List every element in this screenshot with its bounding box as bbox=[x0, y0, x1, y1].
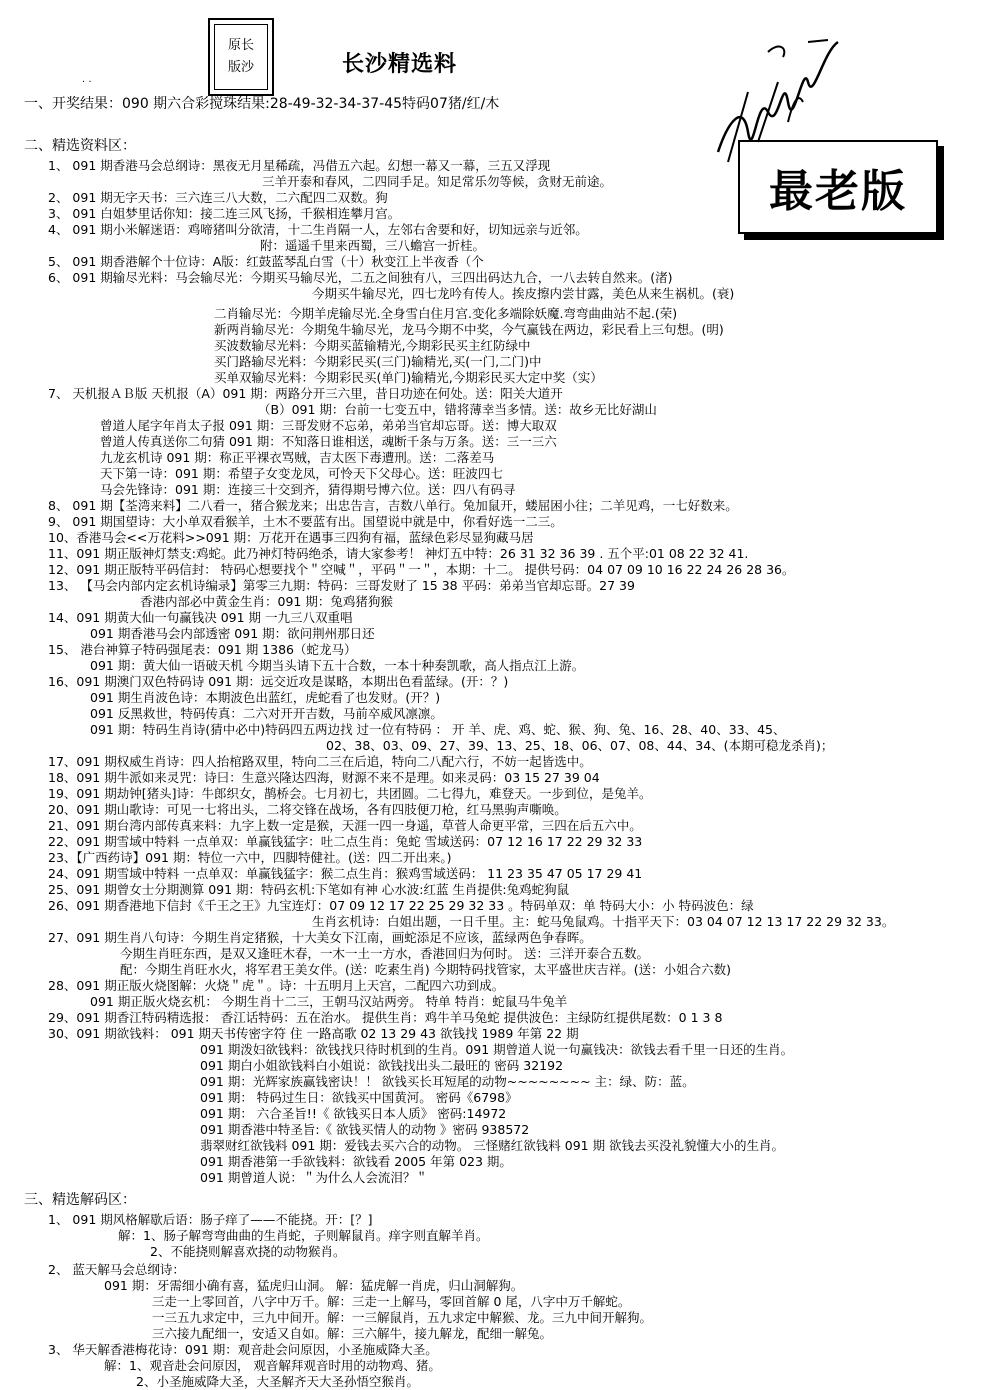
text-line: 23、【广西药诗】091 期：特位一六中，四脚特健社。(送：四二开出来。) bbox=[48, 850, 452, 865]
text-line: 12、091 期正版特平码信封： 特码心想要找个＂空喊＂，平码＂一＂，本期：十二。 提供号码：04 07 09 10 16 22 24 26 28 36。 bbox=[48, 562, 795, 577]
text-line: 新两肖输尽光：今期兔牛输尽光，龙马今期不中奖，今气赢钱在两边，彩民看上三句想。(明) bbox=[214, 322, 724, 337]
text-line: 30、091 期欲钱料： 091 期天书传密字符 住 一路高歌 02 13 29 43 欲钱找 1989 年第 22 期 bbox=[48, 1026, 579, 1041]
text-line: 13、 【马会内部内定玄机诗编录】第零三九期：特码：三哥发财了 15 38 平码：弟弟当官却忘哥。27 39 bbox=[48, 578, 635, 593]
text-line: 091 期：牙需细小确有喜，猛虎归山洞。 解：猛虎解一肖虎，归山洞解狗。 bbox=[104, 1278, 524, 1293]
text-line: 3、 华天解香港梅花诗：091 期：观音赴会问原因，小圣施威降大圣。 bbox=[48, 1342, 438, 1357]
text-line: 091 期正版火烧玄机： 今期生肖十二三，王朝马汉站两旁。 特单 特肖：蛇鼠马牛兔羊 bbox=[90, 994, 568, 1009]
text-line: 1、 091 期香港马会总纲诗：黑夜无月星稀疏，冯借五六起。幻想一幕又一幕，三五又浮现 bbox=[48, 158, 551, 173]
text-line: 2、小圣施威降大圣，大圣解齐天大圣孙悟空猴肖。 bbox=[136, 1374, 419, 1389]
text-line: 27、091 期生肖八句诗：今期生肖定猪猴，十大美女下江南，画蛇添足不应该，蓝绿两色争春晖。 bbox=[48, 930, 592, 945]
text-line: 26、091 期香港地下信封《千王之王》九宝连灯：07 09 12 17 22 25 29 32 33 。特码单双：单 特码大小：小 特码波色：绿 bbox=[48, 898, 754, 913]
text-line: 25、091 期曾女士分期测算 091 期：特码玄机:下笔如有神 心水波:红蓝 生肖提供:兔鸡蛇狗鼠 bbox=[48, 882, 570, 897]
text-line: 配：今期生肖旺水火，将军君王美女伴。(送：吃素生肖) 今期特码找管家，太平盛世庆吉祥。(送：小姐合六数) bbox=[120, 962, 731, 977]
text-line: 曾道人传真送你二句猜 091 期：不知落日谁相送，魂断千条与万条。送：三一三六 bbox=[100, 434, 557, 449]
text-line: 解：1、肠子解弯弯曲曲的生肖蛇，子则解鼠肖。痒字则直解羊肖。 bbox=[118, 1228, 489, 1243]
text-line: 4、 091 期小米解迷语：鸡啼猪叫分欲清，十二生肖隔一人，左邻右舍要和好，切知远亲与近邻。 bbox=[48, 222, 588, 237]
stamp-line-2: 版沙 bbox=[227, 60, 254, 75]
text-line: 091 期生肖波色诗：本期波色出蓝红，虎蛇看了也发财。(开？) bbox=[90, 690, 441, 705]
text-line: 二、精选资料区： bbox=[24, 138, 136, 154]
stamp-line-1: 原长 bbox=[227, 38, 254, 53]
text-line: 091 期香港中特圣旨:《 欲钱买情人的动物 》密码 938572 bbox=[200, 1122, 530, 1137]
text-line: 28、091 期正版火烧图解：火烧＂虎＂。诗：十五明月上天宫，二配四六功到成。 bbox=[48, 978, 505, 993]
text-line: 091 期香港第一手欲钱料：欲钱看 2005 年第 023 期。 bbox=[200, 1154, 512, 1169]
text-line: 解：1、观音赴会问原因， 观音解拜观音时用的动物鸡、猪。 bbox=[104, 1358, 441, 1373]
text-line: 091 期：光辉家族赢钱密诀！！ 欲钱买长耳短尾的动物~~~~~~~~ 主：绿、防：蓝。 bbox=[200, 1074, 695, 1089]
text-line: 091 期：特码生肖诗(猜中必中)特码四五两边找 过一位有特码 ： 开 羊、虎、鸡、蛇、猴、狗、兔、16、28、40、33、45、 bbox=[90, 722, 786, 737]
decorative-dots: . . bbox=[82, 74, 92, 85]
text-line: 三、精选解码区： bbox=[24, 1192, 136, 1208]
stamp-inner bbox=[214, 24, 268, 90]
text-line: 附：遥遥千里来西蜀，三八蟾宫一折桂。 bbox=[260, 238, 486, 253]
text-line: 091 期香港马会内部透密 091 期：欲问荆州那日还 bbox=[90, 626, 375, 641]
text-line: 香港内部必中黄金生肖：091 期：兔鸡猪狗猴 bbox=[140, 594, 393, 609]
text-line: 21、091 期台湾内部传真来料：九字上数一定是猴，天涯一四一身遥，草菅人命更平常，三四在后五六中。 bbox=[48, 818, 642, 833]
text-line: 天下第一诗：091 期：希望子女变龙凤，可怜天下父母心。送：旺波四七 bbox=[100, 466, 503, 481]
text-line: 6、 091 期输尽光料：马会输尽光：今期买马输尽光，二五之间独有八，三四出码达九合，一八去转自然来。(渚) bbox=[48, 270, 673, 285]
text-line: 091 期： 特码过生日：欲钱买中国黄河。 密码《6798》 bbox=[200, 1090, 518, 1105]
text-line: 曾道人尾字年肖太子报 091 期：三哥发财不忘弟，弟弟当官却忘哥。送：博大取双 bbox=[100, 418, 557, 433]
text-line: 22、091 期雪域中特料 一点单双：单赢钱猛字：吐二点生肖：兔蛇 雪域送码：07 12 16 17 22 29 32 33 bbox=[48, 834, 643, 849]
text-line: 买单双输尽光料：今期彩民买(单门)输精光,今期彩民买大定中奖（实） bbox=[214, 370, 603, 385]
text-line: 16、091 期澳门双色特码诗 091 期：远交近攻是谋略，本期出色看蓝绿。(开：？) bbox=[48, 674, 509, 689]
text-line: 7、 天机报ＡＢ版 天机报（A）091 期：两路分开三六里，昔日功迹在何处。送：阳关大道开 bbox=[48, 386, 563, 401]
text-line: 三羊开泰和春风，二四同手足。知足常乐勿等候，贪财无前途。 bbox=[262, 174, 613, 189]
text-line: 二肖输尽光：今期羊虎输尽光.全身雪白住月宫.变化多端除妖魔.弯弯曲曲站不起.(荣) bbox=[214, 306, 678, 321]
page-title: 长沙精选料 bbox=[342, 52, 458, 77]
text-line: 091 期白小姐欲钱料白小姐说：欲钱找出头二最旺的 密码 32192 bbox=[200, 1058, 564, 1073]
text-line: 一三五九求定中，三九中间开。解：一三解鼠肖，五九求定中解猴、龙。三九中间开解狗。 bbox=[152, 1310, 653, 1325]
text-line: 9、 091 期国望诗：大小单双看猴羊，土木不要蓝有出。国望说中就是中，你看好选一二三。 bbox=[48, 514, 563, 529]
text-line: 1、 091 期风格解歇后语：肠子痒了——不能挠。开：[？] bbox=[48, 1212, 373, 1227]
text-line: 翡翠财红欲钱料 091 期：爱钱去买六合的动物。 三怪赌红欲钱料 091 期 欲钱去买没礼貌懂大小的生肖。 bbox=[200, 1138, 785, 1153]
text-line: 10、香港马会<<万花料>>091 期：万花开在遇事三四狗有福，蓝绿色彩尽显狗藏马居 bbox=[48, 530, 534, 545]
text-line: 今期生肖旺东西，是双又逢旺木春，一木一土一方水，香港回归为何时。 送：三洋开泰合五数。 bbox=[120, 946, 649, 961]
text-line: 18、091 期牛派如来灵咒：诗曰：生意兴隆达四海，财源不来不是理。如来灵码：03 15 27 39 04 bbox=[48, 770, 600, 785]
text-line: 一、开奖结果：090 期六合彩搅珠结果:28-49-32-34-37-45特码07猪/红/木 bbox=[24, 96, 500, 112]
text-line: 19、091 期劫钟[猪头]诗：牛郎织女，鹊桥会。七月初七，共团圆。二七得九，难登天。一步到位，是兔羊。 bbox=[48, 786, 652, 801]
text-line: 24、091 期雪域中特料 一点单双：单赢钱猛字：猴二点生肖：猴鸡雪域送码： 11 23 35 47 05 17 29 41 bbox=[48, 866, 643, 881]
text-line: 091 期曾道人说：＂为什么人会流泪？＂ bbox=[200, 1170, 428, 1185]
text-line: 17、091 期权威生肖诗：四人抬棺路双里，特向二三在后追，特向二八配六行，不妨一起皆选中。 bbox=[48, 754, 592, 769]
text-line: 今期买牛输尽光，四七龙吟有传人。挨皮擦内尝甘露，美色从来生祸机。(衰) bbox=[312, 286, 735, 301]
text-line: 3、 091 白姐梦里话你知：接二连三风飞扬，千猴相连攀月宫。 bbox=[48, 206, 401, 221]
text-line: 11、091 期正版神灯禁支:鸡蛇。此乃神灯特码绝杀，请大家参考！ 神灯五中特：26 31 32 36 39 . 五个平:01 08 22 32 41. bbox=[48, 546, 749, 561]
text-line: （B）091 期：台前一七变五中，错将薄幸当多情。送：故乡无比好湖山 bbox=[258, 402, 657, 417]
text-line: 02、38、03、09、27、39、13、25、18、06、07、08、44、34、(本期可稳龙杀肖)； bbox=[326, 738, 834, 753]
text-line: 091 期泼妇欲钱料：欲钱找只待时机到的生肖。091 期曾道人说一句赢钱决：欲钱去看千里一日还的生肖。 bbox=[200, 1042, 794, 1057]
text-line: 2、不能挠则解喜欢挠的动物猴肖。 bbox=[150, 1244, 346, 1259]
text-line: 8、 091 期【荃湾来料】二八看一，猪合猴龙来；出忠告言，吉数八单行。兔加鼠开，蝼屈困小往；二羊见鸡，一七好数来。 bbox=[48, 498, 738, 513]
text-line: 买门路输尽光料：今期彩民买(三门)输精光,买(一门,二门)中 bbox=[214, 354, 542, 369]
text-line: 三走一上零回首，八字中万千。解：三走一上解马，零回首解 0 尾，八字中万千解蛇。 bbox=[152, 1294, 631, 1309]
origin-stamp bbox=[208, 18, 274, 96]
text-line: 2、 蓝天解马会总纲诗： bbox=[48, 1262, 185, 1277]
text-line: 5、 091 期香港解个十位诗：A版：红鼓蓝琴乱白雪（十）秋变江上半夜香（个 bbox=[48, 254, 484, 269]
text-line: 20、091 期山歌诗：可见一七将出头，二将交锋在战场，各有四肢便刀枪，红马黑驹声嘶唤。 bbox=[48, 802, 567, 817]
text-line: 马会先锋诗：091 期：连接三十交到齐，猜得期号博六位。送：四八有码寻 bbox=[100, 482, 516, 497]
text-line: 29、091 期香江特码精选报： 香江话特码：五在治水。 提供生肖：鸡牛羊马兔蛇 提供波色：主绿防红提供尾数：0 1 3 8 bbox=[48, 1010, 723, 1025]
text-line: 091 期： 六合圣旨!!《 欲钱买日本人质》 密码:14972 bbox=[200, 1106, 507, 1121]
text-line: 14、091 期黄大仙一句赢钱决 091 期 一九三八双重唱 bbox=[48, 610, 353, 625]
text-line: 091 反黑救世，特码传真：二六对开开吉数，马前卒威风凛凛。 bbox=[90, 706, 443, 721]
text-line: 三六接九配细一，安适又自如。解：三六解牛，接九解龙，配细一解兔。 bbox=[152, 1326, 553, 1341]
text-line: 九龙玄机诗 091 期：称正平裸衣骂贼，吉太医下毒遭刑。送：二落差马 bbox=[100, 450, 495, 465]
text-line: 买波数输尽光料：今期买蓝输精光,今期彩民买主红防绿中 bbox=[214, 338, 531, 353]
latest-edition-box: 最老版 bbox=[738, 140, 938, 234]
text-line: 15、 港台神算子特码强尾表：091 期 1386（蛇龙马） bbox=[48, 642, 357, 657]
text-line: 2、 091 期无字天书：三六连三八大数，二六配四二双数。狗 bbox=[48, 190, 388, 205]
text-line: 091 期：黄大仙一语破天机 今期当头请下五十合数，一本十种奏凯歌，高人指点江上游。 bbox=[90, 658, 585, 673]
text-line: 生肖玄机诗：白姐出题，一日千里。主：蛇马兔鼠鸡。十指平天下：03 04 07 12 13 17 22 29 32 33。 bbox=[312, 914, 895, 929]
